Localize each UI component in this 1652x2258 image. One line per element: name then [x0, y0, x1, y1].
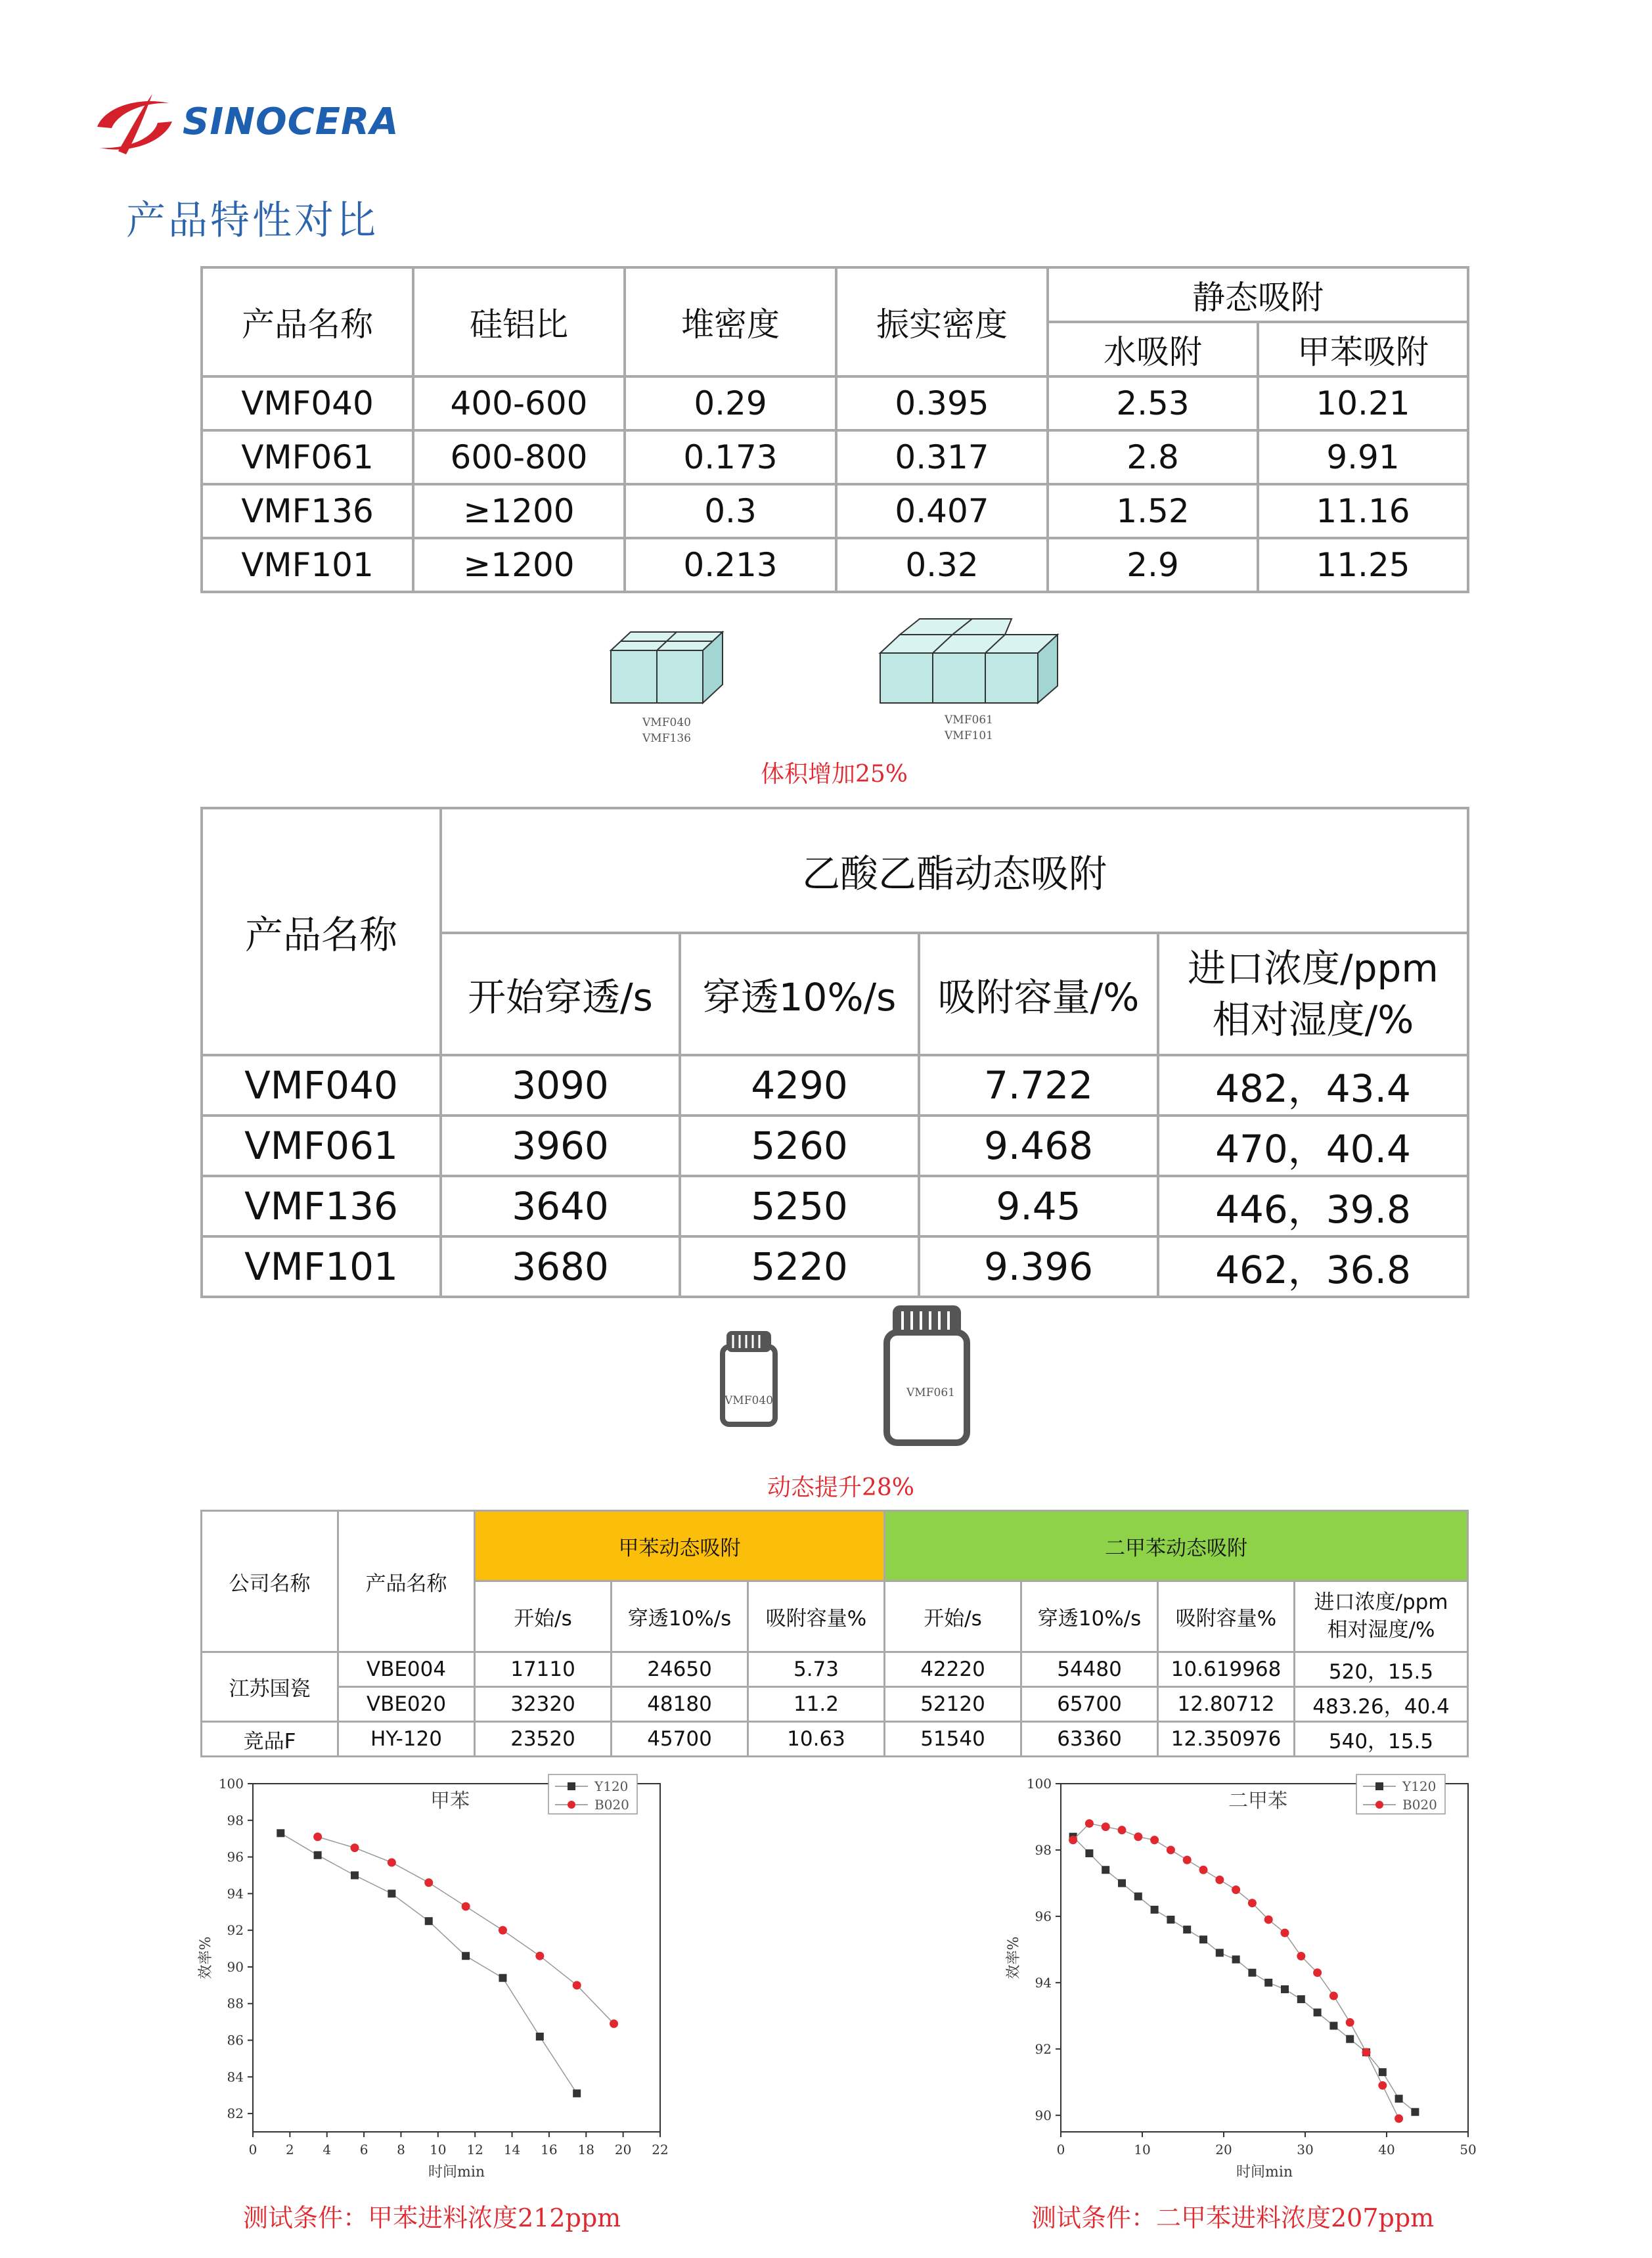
company-cell: 竞品F — [202, 1722, 338, 1757]
data-point — [388, 1889, 395, 1897]
cell: 0.3 — [625, 484, 836, 538]
header-static-adsorption: 静态吸附 — [1048, 267, 1468, 322]
table-row — [202, 1176, 1468, 1236]
header-toluene-dynamic: 甲苯动态吸附 — [475, 1511, 885, 1581]
data-point — [573, 1981, 581, 1989]
plot-frame — [1061, 1784, 1468, 2132]
x-axis-label: 时间min — [1236, 2164, 1293, 2180]
legend-marker — [1375, 1801, 1383, 1809]
data-point — [499, 1926, 507, 1935]
cell: 470，40.4 — [1158, 1116, 1468, 1176]
data-point — [1264, 1979, 1272, 1987]
data-point — [1248, 1969, 1256, 1977]
y-tick-label: 94 — [227, 1885, 244, 1902]
cell: 2.9 — [1048, 538, 1258, 592]
small-bottle-label: VMF040 — [725, 1394, 773, 1407]
header-pct10: 穿透10%/s — [1021, 1581, 1158, 1652]
data-point — [573, 2089, 581, 2097]
data-point — [1297, 1995, 1305, 2003]
header-pct10: 穿透10%/s — [612, 1581, 748, 1652]
legend-label: Y120 — [594, 1778, 629, 1794]
data-point — [1313, 1968, 1322, 1977]
y-tick-label: 100 — [1026, 1776, 1052, 1792]
x-tick-label: 6 — [359, 2142, 368, 2157]
cube-left-label — [631, 715, 703, 746]
cell: VMF061 — [202, 430, 413, 484]
cell: 462，36.8 — [1158, 1236, 1468, 1297]
page-title: 产品特性对比 — [126, 198, 378, 244]
cell: 9.91 — [1258, 430, 1468, 484]
data-point — [536, 2033, 544, 2041]
cell: 2.8 — [1048, 430, 1258, 484]
header-capacity: 吸附容量% — [748, 1581, 885, 1652]
ethyl-acetate-table — [200, 807, 1469, 1298]
cell: 10.21 — [1258, 376, 1468, 430]
data-point — [1395, 2095, 1403, 2103]
cell: 48180 — [612, 1687, 748, 1722]
table-row — [202, 1055, 1468, 1116]
header-tap-density: 振实密度 — [836, 267, 1048, 376]
cube-right-label — [933, 712, 1005, 744]
cell: HY-120 — [338, 1722, 475, 1757]
y-tick-label: 96 — [227, 1849, 244, 1865]
cell: 63360 — [1021, 1722, 1158, 1757]
data-point — [1085, 1819, 1094, 1828]
cell: 483.26，40.4 — [1295, 1687, 1468, 1722]
header-pct10: 穿透10%/s — [680, 933, 919, 1055]
header-inlet-humidity — [1295, 1581, 1468, 1652]
y-tick-label: 92 — [1035, 2041, 1052, 2057]
data-point — [535, 1952, 544, 1960]
y-tick-label: 90 — [1035, 2107, 1052, 2123]
cell: 51540 — [885, 1722, 1021, 1757]
cell: 540，15.5 — [1295, 1722, 1468, 1757]
x-tick-label: 8 — [397, 2142, 405, 2157]
data-point — [1134, 1893, 1142, 1901]
cell: 45700 — [612, 1722, 748, 1757]
cell: 54480 — [1021, 1652, 1158, 1687]
data-point — [1215, 1876, 1224, 1884]
cube-stack-large-icon — [880, 619, 1058, 703]
data-point — [1314, 2008, 1322, 2016]
data-point — [1118, 1826, 1127, 1834]
y-tick-label: 96 — [1035, 1908, 1052, 1924]
header-start: 开始/s — [475, 1581, 612, 1652]
x-tick-label: 22 — [652, 2142, 669, 2157]
table-row — [202, 1722, 1468, 1757]
cell: 9.396 — [919, 1236, 1158, 1297]
dynamic-caption: 动态提升28% — [767, 1474, 915, 1501]
cell: 65700 — [1021, 1687, 1158, 1722]
data-point — [499, 1974, 506, 1982]
data-point — [1281, 1929, 1289, 1937]
data-point — [1183, 1856, 1192, 1864]
legend-label: B020 — [594, 1797, 629, 1813]
header-product: 产品名称 — [338, 1511, 475, 1652]
xylene-test-condition: 测试条件：二甲苯进料浓度207ppm — [1031, 2203, 1435, 2232]
header-product-name: 产品名称 — [202, 808, 441, 1055]
cell: ≥1200 — [413, 484, 625, 538]
cell: 9.45 — [919, 1176, 1158, 1236]
label: VMF040 — [642, 716, 691, 729]
legend-marker — [568, 1782, 575, 1790]
header-ethyl-acetate: 乙酸乙酯动态吸附 — [441, 808, 1468, 933]
cell: 5.73 — [748, 1652, 885, 1687]
header-inlet-humidity — [1158, 933, 1468, 1055]
cell: 10.63 — [748, 1722, 885, 1757]
xylene-efficiency-chart — [998, 1767, 1498, 2188]
brand-name: SINOCERA — [183, 101, 399, 143]
data-point — [1329, 2021, 1337, 2029]
x-tick-label: 20 — [1215, 2142, 1232, 2157]
table-row — [202, 1116, 1468, 1176]
table-row — [202, 1687, 1468, 1722]
legend — [1356, 1774, 1445, 1814]
voc-dynamic-table — [200, 1510, 1469, 1757]
data-point — [1346, 2018, 1354, 2027]
cell: VMF040 — [202, 1055, 441, 1116]
data-point — [1362, 2048, 1371, 2056]
cell: 2.53 — [1048, 376, 1258, 430]
header-inlet: 进口浓度/ppm — [1314, 1590, 1448, 1614]
cell: VMF101 — [202, 538, 413, 592]
data-point — [1134, 1832, 1142, 1841]
data-point — [1232, 1885, 1240, 1894]
cell: 12.350976 — [1158, 1722, 1295, 1757]
cell: 482，43.4 — [1158, 1055, 1468, 1116]
cell: 0.213 — [625, 538, 836, 592]
data-point — [1151, 1906, 1159, 1914]
y-tick-label: 98 — [227, 1812, 244, 1828]
cell: 52120 — [885, 1687, 1021, 1722]
label: VMF136 — [642, 732, 691, 745]
cell: 23520 — [475, 1722, 612, 1757]
cell: 520，15.5 — [1295, 1652, 1468, 1687]
table-row — [202, 430, 1468, 484]
data-point — [351, 1871, 359, 1879]
legend-label: Y120 — [1402, 1778, 1437, 1794]
header-si-al-ratio: 硅铝比 — [413, 267, 625, 376]
data-point — [1379, 2068, 1387, 2076]
cell: 3090 — [441, 1055, 680, 1116]
cell: 0.32 — [836, 538, 1048, 592]
table-row — [202, 1652, 1468, 1687]
cell: 9.468 — [919, 1116, 1158, 1176]
cell: 600-800 — [413, 430, 625, 484]
legend-marker — [568, 1801, 575, 1809]
y-tick-label: 94 — [1035, 1974, 1052, 1991]
x-tick-label: 10 — [1134, 2142, 1151, 2157]
x-tick-label: 20 — [614, 2142, 632, 2157]
sinocera-logo-icon — [92, 89, 177, 161]
data-point — [1069, 1836, 1077, 1844]
cell: 5220 — [680, 1236, 919, 1297]
data-point — [1346, 2035, 1354, 2043]
x-tick-label: 4 — [323, 2142, 332, 2157]
cell: 11.2 — [748, 1687, 885, 1722]
data-point — [1248, 1899, 1257, 1907]
y-axis-label: 效率% — [1006, 1936, 1022, 1979]
cube-stack-small-icon — [611, 632, 723, 703]
data-point — [610, 2020, 618, 2028]
data-point — [1199, 1866, 1208, 1874]
x-tick-label: 10 — [430, 2142, 447, 2157]
header-bulk-density: 堆密度 — [625, 267, 836, 376]
header-company: 公司名称 — [202, 1511, 338, 1652]
cell: VBE004 — [338, 1652, 475, 1687]
toluene-test-condition: 测试条件：甲苯进料浓度212ppm — [243, 2203, 621, 2232]
y-tick-label: 98 — [1035, 1841, 1052, 1858]
header-humidity: 相对湿度/% — [1212, 997, 1414, 1042]
cell: VMF061 — [202, 1116, 441, 1176]
data-point — [1199, 1935, 1207, 1943]
x-tick-label: 12 — [466, 2142, 483, 2157]
series-line — [318, 1837, 614, 2024]
cell: 11.25 — [1258, 538, 1468, 592]
data-point — [314, 1851, 322, 1859]
cell: 0.407 — [836, 484, 1048, 538]
header-water-adsorption: 水吸附 — [1048, 322, 1258, 376]
x-tick-label: 14 — [503, 2142, 521, 2157]
x-tick-label: 30 — [1297, 2142, 1314, 2157]
table-row — [202, 484, 1468, 538]
cell: VMF101 — [202, 1236, 441, 1297]
cell: 3680 — [441, 1236, 680, 1297]
cell: 4290 — [680, 1055, 919, 1116]
cell: 12.80712 — [1158, 1687, 1295, 1722]
x-tick-label: 16 — [541, 2142, 558, 2157]
cell: 42220 — [885, 1652, 1021, 1687]
x-tick-label: 50 — [1460, 2142, 1477, 2157]
data-point — [462, 1902, 470, 1910]
data-point — [1281, 1985, 1289, 1993]
label: VMF061 — [945, 713, 993, 727]
cell: VBE020 — [338, 1687, 475, 1722]
volume-caption: 体积增加25% — [760, 761, 908, 788]
brand-logo — [92, 89, 407, 161]
cell: VMF040 — [202, 376, 413, 430]
small-bottle-icon — [723, 1334, 775, 1424]
data-point — [462, 1952, 470, 1960]
series-line — [1073, 1837, 1416, 2112]
cell: 446，39.8 — [1158, 1176, 1468, 1236]
series-line — [1073, 1824, 1399, 2119]
cell: 0.317 — [836, 430, 1048, 484]
cell: ≥1200 — [413, 538, 625, 592]
data-point — [1183, 1926, 1191, 1933]
x-tick-label: 18 — [577, 2142, 594, 2157]
legend — [548, 1774, 637, 1814]
data-point — [1411, 2108, 1419, 2116]
cell: 5250 — [680, 1176, 919, 1236]
y-tick-label: 92 — [227, 1922, 244, 1939]
x-tick-label: 40 — [1378, 2142, 1395, 2157]
table-row — [202, 538, 1468, 592]
data-point — [1395, 2114, 1403, 2123]
header-inlet: 进口浓度/ppm — [1188, 945, 1439, 991]
header-xylene-dynamic: 二甲苯动态吸附 — [885, 1511, 1468, 1581]
legend-marker — [1375, 1782, 1383, 1790]
data-point — [1329, 1992, 1338, 2000]
header-start: 开始/s — [885, 1581, 1021, 1652]
y-tick-label: 86 — [227, 2032, 244, 2048]
cell: 3960 — [441, 1116, 680, 1176]
data-point — [1216, 1949, 1224, 1956]
data-point — [1102, 1866, 1109, 1874]
data-point — [1085, 1849, 1093, 1857]
header-capacity: 吸附容量/% — [919, 933, 1158, 1055]
chart-title: 甲苯 — [430, 1790, 470, 1813]
x-tick-label: 0 — [1056, 2142, 1065, 2157]
data-point — [425, 1917, 433, 1925]
x-tick-label: 0 — [248, 2142, 257, 2157]
data-point — [388, 1858, 396, 1866]
y-tick-label: 90 — [227, 1958, 244, 1975]
data-point — [1297, 1952, 1305, 1960]
data-point — [1167, 1845, 1175, 1854]
label: VMF101 — [945, 729, 993, 742]
cell: 11.16 — [1258, 484, 1468, 538]
header-product-name: 产品名称 — [202, 267, 413, 376]
cell: 400-600 — [413, 376, 625, 430]
legend-label: B020 — [1402, 1797, 1437, 1813]
data-point — [1118, 1879, 1126, 1887]
cell: 1.52 — [1048, 484, 1258, 538]
x-tick-label: 2 — [285, 2142, 294, 2157]
x-axis-label: 时间min — [428, 2164, 485, 2180]
table-row — [202, 1236, 1468, 1297]
y-tick-label: 88 — [227, 1995, 244, 2012]
cell: 32320 — [475, 1687, 612, 1722]
y-axis-label: 效率% — [198, 1936, 214, 1979]
toluene-efficiency-chart — [190, 1767, 690, 2188]
data-point — [277, 1829, 284, 1837]
data-point — [1102, 1822, 1110, 1831]
cell: 24650 — [612, 1652, 748, 1687]
header-capacity: 吸附容量% — [1158, 1581, 1295, 1652]
volume-cubes-illustration — [604, 611, 1077, 729]
cell: 0.173 — [625, 430, 836, 484]
header-start: 开始穿透/s — [441, 933, 680, 1055]
data-point — [1150, 1836, 1159, 1844]
header-humidity: 相对湿度/% — [1327, 1617, 1435, 1642]
cell: 7.722 — [919, 1055, 1158, 1116]
cell: 0.29 — [625, 376, 836, 430]
y-tick-label: 100 — [218, 1776, 244, 1792]
data-point — [351, 1843, 359, 1852]
data-point — [1232, 1956, 1240, 1964]
chart-title: 二甲苯 — [1228, 1790, 1287, 1813]
cell: VMF136 — [202, 1176, 441, 1236]
cell: 10.619968 — [1158, 1652, 1295, 1687]
large-bottle-icon — [887, 1309, 967, 1443]
properties-table — [200, 266, 1469, 593]
data-point — [1264, 1915, 1273, 1924]
header-toluene-adsorption: 甲苯吸附 — [1258, 322, 1468, 376]
data-point — [1167, 1916, 1174, 1924]
cell: 3640 — [441, 1176, 680, 1236]
bottles-illustration — [703, 1301, 979, 1458]
cell: VMF136 — [202, 484, 413, 538]
data-point — [313, 1832, 322, 1841]
data-point — [1378, 2081, 1387, 2090]
data-point — [424, 1878, 433, 1887]
y-tick-label: 82 — [227, 2106, 244, 2122]
cell: 17110 — [475, 1652, 612, 1687]
cell: 5260 — [680, 1116, 919, 1176]
company-cell: 江苏国瓷 — [202, 1652, 338, 1722]
cell: 0.395 — [836, 376, 1048, 430]
series-line — [280, 1833, 577, 2093]
large-bottle-label: VMF061 — [906, 1386, 955, 1399]
table-row — [202, 376, 1468, 430]
y-tick-label: 84 — [227, 2069, 244, 2085]
